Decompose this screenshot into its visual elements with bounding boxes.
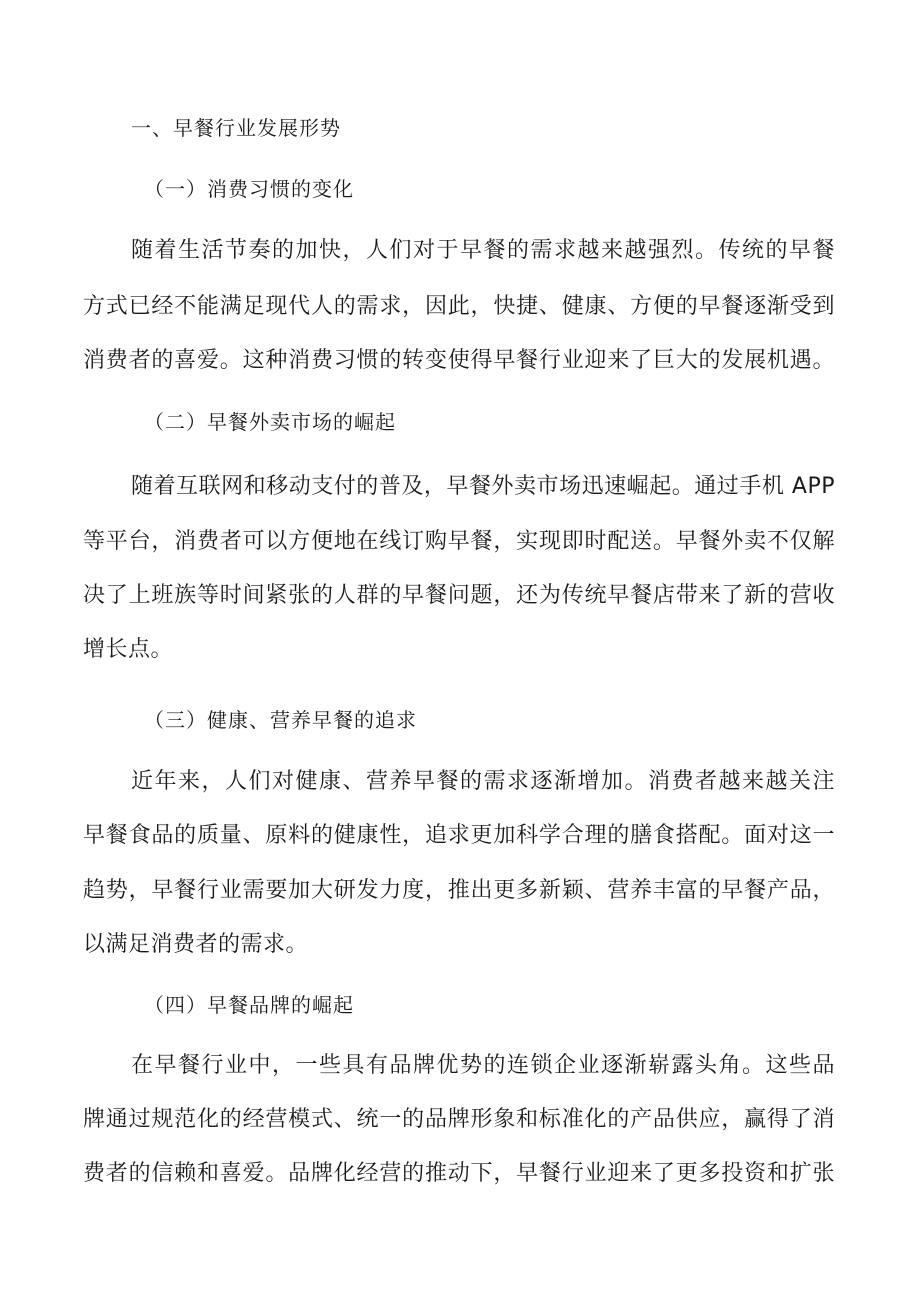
subsection-heading-2: （二）早餐外卖市场的崛起 bbox=[144, 410, 396, 434]
paragraph-4-line-2: 牌通过规范化的经营模式、统一的品牌形象和标准化的产品供应，赢得了消 bbox=[83, 1107, 835, 1132]
paragraph-1-line-1: 随着生活节奏的加快，人们对于早餐的需求越来越强烈。传统的早餐 bbox=[131, 238, 835, 263]
section-heading: 一、早餐行业发展形势 bbox=[131, 116, 341, 140]
subsection-heading-1: （一）消费习惯的变化 bbox=[144, 177, 354, 201]
paragraph-1-line-2: 方式已经不能满足现代人的需求，因此，快捷、健康、方便的早餐逐渐受到 bbox=[83, 294, 835, 319]
subsection-heading-4: （四）早餐品牌的崛起 bbox=[144, 993, 354, 1017]
paragraph-1-line-3: 消费者的喜爱。这种消费习惯的转变使得早餐行业迎来了巨大的发展机遇。 bbox=[83, 348, 835, 373]
paragraph-4-line-3: 费者的信赖和喜爱。品牌化经营的推动下，早餐行业迎来了更多投资和扩张 bbox=[83, 1161, 835, 1186]
paragraph-2-line-4: 增长点。 bbox=[83, 637, 174, 662]
paragraph-3-line-1: 近年来，人们对健康、营养早餐的需求逐渐增加。消费者越来越关注 bbox=[131, 769, 835, 794]
paragraph-2-line-2: 等平台，消费者可以方便地在线订购早餐，实现即时配送。早餐外卖不仅解 bbox=[83, 529, 835, 554]
paragraph-3-line-4: 以满足消费者的需求。 bbox=[83, 932, 309, 957]
subsection-heading-3: （三）健康、营养早餐的追求 bbox=[144, 708, 417, 732]
paragraph-4-line-1: 在早餐行业中，一些具有品牌优势的连锁企业逐渐崭露头角。这些品 bbox=[131, 1053, 835, 1078]
paragraph-3-line-2: 早餐食品的质量、原料的健康性，追求更加科学合理的膳食搭配。面对这一 bbox=[83, 823, 835, 848]
paragraph-3-line-3: 趋势，早餐行业需要加大研发力度，推出更多新颖、营养丰富的早餐产品， bbox=[83, 878, 835, 903]
paragraph-2-line-1: 随着互联网和移动支付的普及，早餐外卖市场迅速崛起。通过手机 APP bbox=[131, 474, 835, 499]
paragraph-2-line-3: 决了上班族等时间紧张的人群的早餐问题，还为传统早餐店带来了新的营收 bbox=[83, 583, 835, 608]
